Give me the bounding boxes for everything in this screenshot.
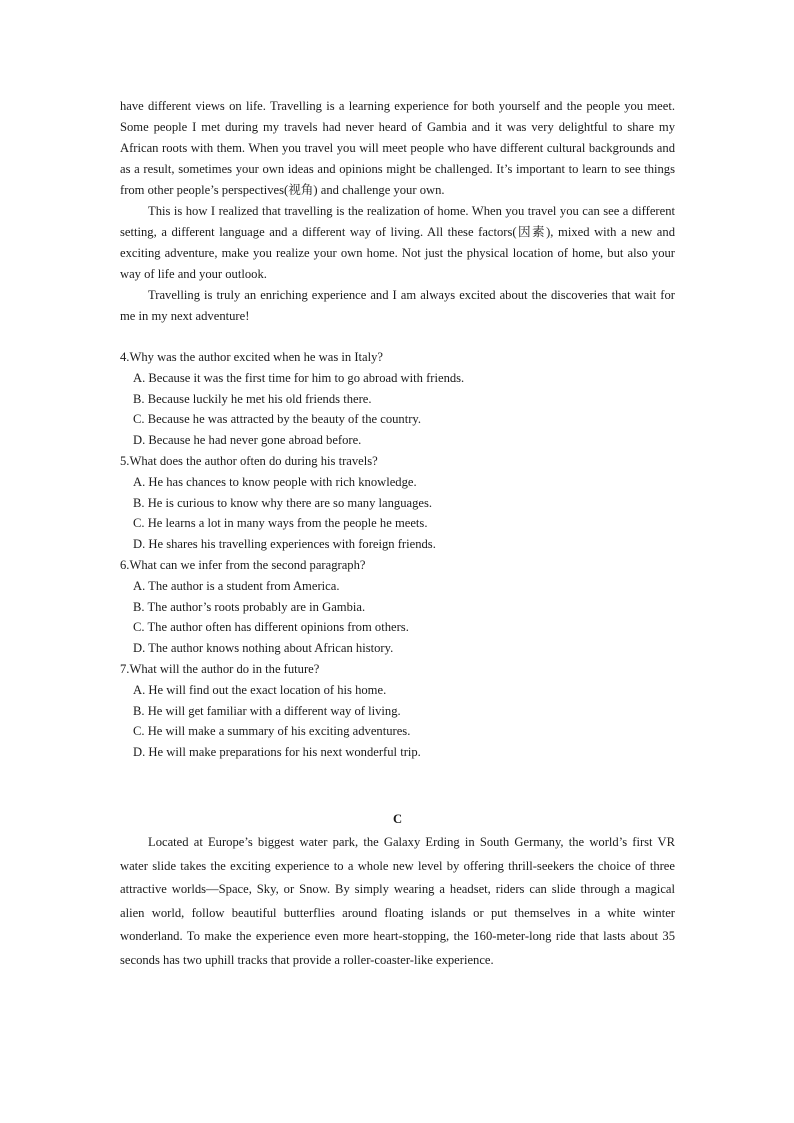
section-c-title: C bbox=[392, 811, 403, 826]
passage-b-paragraph-2: This is how I realized that travelling is the realization of home. When you travel you can see a different setting, a different language and a different way of living. All these factors(因素), mixed with a new and exciting adventure, make you realize your own home. Not just the physical location of home, but also your way of life and your outlook. bbox=[120, 204, 675, 281]
question-stem: 7.What will the author do in the future? bbox=[120, 661, 320, 676]
question-stem: 4.Why was the author excited when he was in Italy? bbox=[120, 350, 383, 364]
option-c: C. The author often has different opinions from others. bbox=[133, 620, 409, 635]
question-4 bbox=[120, 347, 675, 451]
option-c: C. He learns a lot in many ways from the people he meets. bbox=[133, 516, 428, 531]
option-a: A. He has chances to know people with rich knowledge. bbox=[133, 474, 417, 489]
option-d: D. The author knows nothing about African history. bbox=[133, 641, 394, 656]
passage-b-paragraph-3: Travelling is truly an enriching experience and I am always excited about the discoveries that wait for me in my next adventure! bbox=[120, 288, 675, 323]
passage-b-paragraph-1: have different views on life. Travelling is a learning experience for both yourself and the people you meet. Some people I met during my travels had never heard of Gambia and it was very delightful to share my African roots with them. When you travel you will meet people who have different cultural backgrounds and as a result, sometimes your own ideas and opinions might be challenged. It’s important to learn to see things from other people’s perspectives(视角) and challenge your own. bbox=[120, 99, 675, 197]
option-b: B. He will get familiar with a different way of living. bbox=[133, 703, 401, 718]
question-7 bbox=[120, 659, 675, 763]
option-c: C. He will make a summary of his exciting adventures. bbox=[133, 724, 411, 739]
question-5 bbox=[120, 451, 675, 555]
question-list bbox=[120, 347, 675, 763]
question-stem: 5.What does the author often do during his travels? bbox=[120, 453, 378, 468]
option-a: A. He will find out the exact location of his home. bbox=[133, 682, 387, 697]
option-d: D. He will make preparations for his next wonderful trip. bbox=[133, 745, 421, 760]
question-6 bbox=[120, 555, 675, 659]
option-b: B. Because luckily he met his old friends there. bbox=[133, 391, 372, 406]
passage-c bbox=[120, 831, 675, 973]
option-d: D. Because he had never gone abroad before. bbox=[133, 433, 362, 448]
option-d: D. He shares his travelling experiences with foreign friends. bbox=[133, 537, 436, 552]
document-page bbox=[120, 96, 675, 973]
option-b: B. The author’s roots probably are in Gambia. bbox=[133, 599, 366, 614]
option-a: A. Because it was the first time for him to go abroad with friends. bbox=[133, 370, 465, 385]
passage-c-paragraph-1: Located at Europe’s biggest water park, the Galaxy Erding in South Germany, the world’s first VR water slide takes the exciting experience to a whole new level by offering thrill-seekers the choice of three attractive worlds—Space, Sky, or Snow. By simply wearing a headset, riders can slide through a magical alien world, follow beautiful butterflies around floating islands or put themselves in a white winter wonderland. To make the experience even more heart-stopping, the 160-meter-long ride that lasts about 35 seconds has two uphill tracks that provide a roller-coaster-like experience. bbox=[120, 834, 675, 967]
passage-b bbox=[120, 96, 675, 327]
question-stem: 6.What can we infer from the second paragraph? bbox=[120, 557, 366, 572]
option-b: B. He is curious to know why there are so many languages. bbox=[133, 495, 433, 510]
option-c: C. Because he was attracted by the beauty of the country. bbox=[133, 412, 422, 427]
option-a: A. The author is a student from America. bbox=[133, 578, 340, 593]
